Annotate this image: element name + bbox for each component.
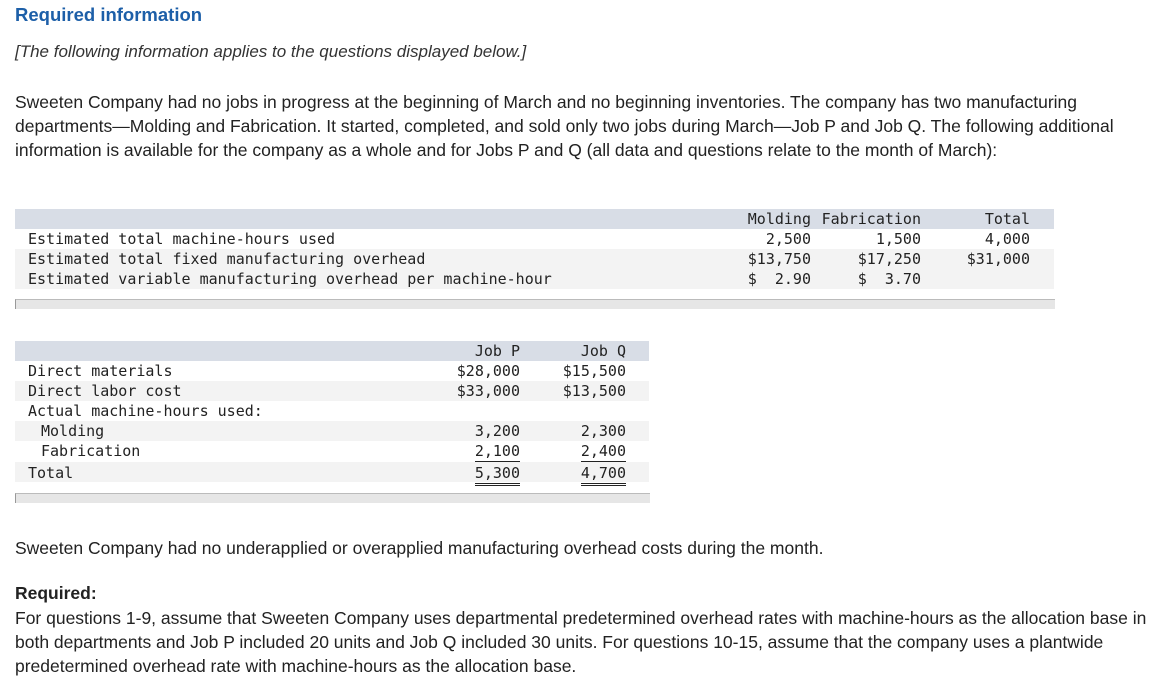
row-stripe [15,462,649,482]
overhead-note: Sweeten Company had no underapplied or overapplied manufacturing overhead costs during the month. [15,538,824,558]
cell-job-q: $15,500 [562,362,626,380]
table-bottom-rule [15,299,1055,309]
cell-job-p-total: 5,300 [475,463,520,486]
jobs-table [15,341,649,505]
cell-job-p: $28,000 [456,362,520,380]
cell-molding: $13,750 [747,250,811,268]
row-label: Estimated total machine-hours used [28,230,336,248]
subtitle: [The following information applies to the questions displayed below.] [15,42,527,61]
row-label: Fabrication [41,442,141,460]
jobs-table-header-band [15,341,649,361]
col-header-molding: Molding [747,210,811,228]
cell-fabrication: $ 3.70 [857,270,921,288]
cell-job-q-total: 4,700 [581,463,626,486]
row-label: Total [28,464,74,482]
cell-job-p: 2,100 [474,442,520,460]
required-text: For questions 1-9, assume that Sweeten Company uses departmental predetermined overhead rates with machine-hours as the allocation base in both departments and Job P included 20 units and Job Q included 30 units. For questions 10-15, assume that the company uses a plantwide predetermined overhead rate with machine-hours as the allocation base. [15,608,1147,676]
col-header-fabrication: Fabrication [821,210,921,228]
estimates-table [15,209,1054,309]
col-header-total: Total [984,210,1030,228]
cell-molding: $ 2.90 [747,270,811,288]
cell-total: 4,000 [984,230,1030,248]
col-header-job-p: Job P [474,342,520,360]
cell-molding: 2,500 [765,230,811,248]
required-information-heading: Required information [15,4,203,25]
cell-job-q: 2,400 [580,442,626,460]
col-header-job-q: Job Q [580,342,626,360]
cell-fabrication: $17,250 [857,250,921,268]
row-label: Direct materials [28,362,173,380]
row-label: Direct labor cost [28,382,182,400]
cell-job-p: 3,200 [474,422,520,440]
intro-paragraph: Sweeten Company had no jobs in progress at the beginning of March and no beginning inventories. The company has two manufacturing departments—Molding and Fabrication. It started, completed, and sold only two jobs during March—Job P and Job Q. The following additional information is available for the company as a whole and for Jobs P and Q (all data and questions relate to the month of March): [15,92,1114,160]
required-label: Required: [15,583,97,603]
row-label: Estimated total fixed manufacturing overhead [28,250,426,268]
row-label: Actual machine-hours used: [28,402,263,420]
row-label: Estimated variable manufacturing overhead per machine-hour [28,270,552,288]
cell-fabrication: 1,500 [875,230,921,248]
cell-job-p: $33,000 [456,382,520,400]
table-bottom-rule [15,493,650,503]
row-label: Molding [41,422,105,440]
cell-job-q: $13,500 [562,382,626,400]
cell-job-q: 2,300 [580,422,626,440]
row-stripe [15,421,649,441]
cell-total: $31,000 [966,250,1030,268]
